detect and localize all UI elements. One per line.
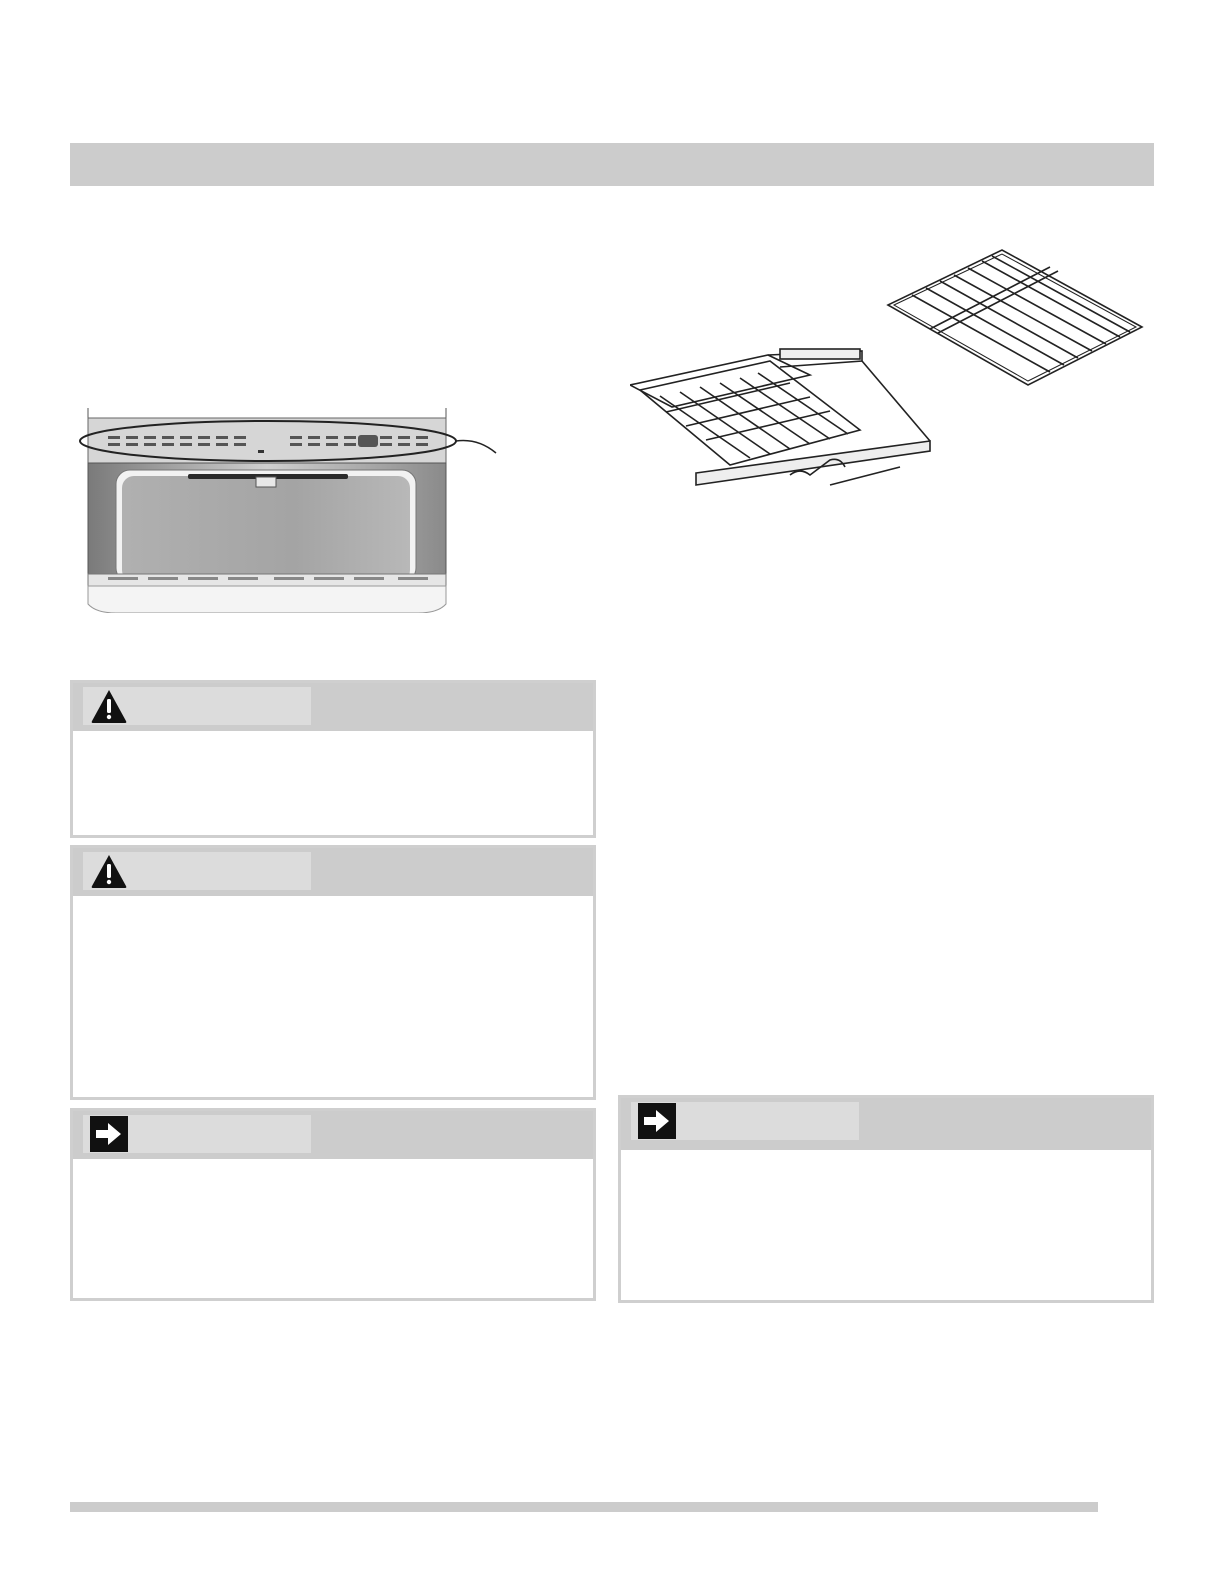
slide-rack <box>630 349 930 485</box>
note-box-2 <box>618 1095 1154 1303</box>
warning-box-header <box>73 848 593 896</box>
arrow-right-icon <box>90 1116 128 1152</box>
note-box-1 <box>70 1108 596 1301</box>
warning-box-2 <box>70 845 596 1100</box>
warning-box-1 <box>70 680 596 838</box>
oven-racks-illustration <box>630 245 1160 505</box>
section-header-bar <box>70 143 1154 186</box>
footer-bar <box>70 1502 1098 1512</box>
warning-triangle-icon <box>90 853 128 889</box>
flat-rack <box>888 250 1142 385</box>
warning-triangle-icon <box>90 688 128 724</box>
warning-box-header <box>73 683 593 731</box>
note-box-header <box>73 1111 593 1159</box>
oven-vent-illustration <box>78 408 508 613</box>
note-box-header <box>621 1098 1151 1150</box>
arrow-right-icon <box>638 1103 676 1139</box>
